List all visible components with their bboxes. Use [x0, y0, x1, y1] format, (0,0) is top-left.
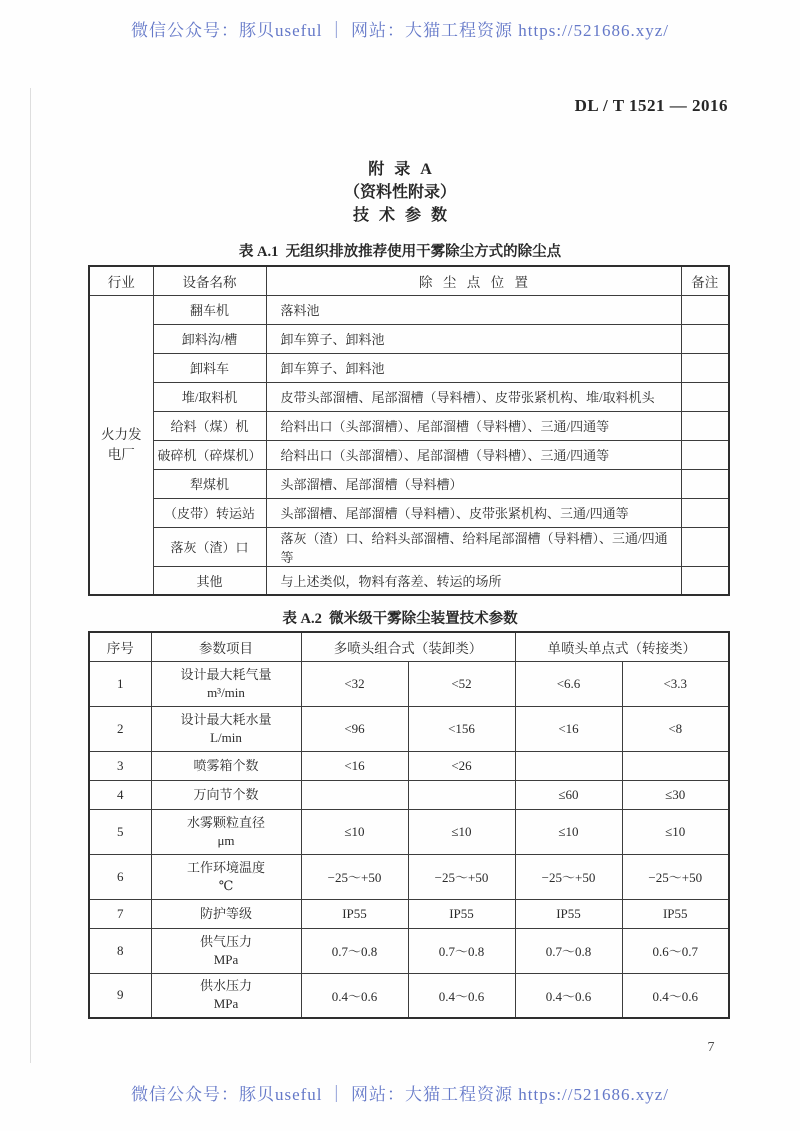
- table-a2: [88, 631, 730, 1019]
- param-cell: [151, 854, 301, 899]
- param-unit: ℃: [218, 877, 234, 893]
- remark-cell: [681, 469, 729, 498]
- param-cell: [151, 780, 301, 809]
- param-cell: [151, 706, 301, 751]
- table-row: [89, 928, 729, 973]
- param-cell: [151, 973, 301, 1018]
- value-cell: IP55: [622, 899, 729, 928]
- param-name: 水雾颗粒直径: [186, 814, 265, 830]
- remark-cell: [681, 324, 729, 353]
- row-number-cell: 4: [89, 780, 151, 809]
- value-cell: −25～+50: [515, 854, 622, 899]
- table-row: [89, 899, 729, 928]
- param-name: 供水压力: [199, 978, 252, 994]
- table-a2-caption: 表 A.2 微米级干雾除尘装置技术参数: [282, 611, 518, 627]
- table-a1: [88, 265, 730, 596]
- location-cell: 落料池: [266, 295, 681, 324]
- value-cell: 0.4～0.6: [408, 973, 515, 1018]
- row-number-cell: 8: [89, 928, 151, 973]
- location-cell: 头部溜槽、尾部溜槽（导料槽）: [266, 469, 681, 498]
- param-name: 供气压力: [199, 933, 252, 949]
- table-row: [89, 295, 729, 324]
- col-header-no: 序号: [89, 632, 151, 661]
- industry-cell: 火力发电厂: [89, 295, 153, 595]
- param-unit: MPa: [213, 996, 239, 1012]
- param-cell: [151, 899, 301, 928]
- value-cell: IP55: [301, 899, 408, 928]
- location-cell: 皮带头部溜槽、尾部溜槽（导料槽）、皮带张紧机构、堆/取料机头: [266, 382, 681, 411]
- remark-cell: [681, 566, 729, 595]
- header-watermark: 微信公众号：豚贝useful ｜ 网站：大猫工程资源 https://521686.xyz/: [130, 21, 670, 40]
- remark-cell: [681, 411, 729, 440]
- location-cell: 落灰（渣）口、给料头部溜槽、给料尾部溜槽（导料槽）、三通/四通等: [266, 527, 681, 566]
- table-row: [89, 566, 729, 595]
- value-cell: −25～+50: [622, 854, 729, 899]
- remark-cell: [681, 353, 729, 382]
- location-cell: 头部溜槽、尾部溜槽（导料槽）、皮带张紧机构、三通/四通等: [266, 498, 681, 527]
- row-number-cell: 1: [89, 661, 151, 706]
- value-cell: ≤10: [301, 809, 408, 854]
- value-cell: [515, 751, 622, 780]
- param-unit: L/min: [210, 729, 242, 745]
- device-cell: 破碎机（碎煤机）: [153, 440, 266, 469]
- device-cell: 堆/取料机: [153, 382, 266, 411]
- param-name: 喷雾箱个数: [193, 757, 259, 773]
- device-cell: 给料（煤）机: [153, 411, 266, 440]
- table-row: [89, 498, 729, 527]
- row-number-cell: 5: [89, 809, 151, 854]
- appendix-title-block: [0, 158, 800, 227]
- col-header-remark: 备注: [681, 266, 729, 295]
- value-cell: 0.6～0.7: [622, 928, 729, 973]
- value-cell: 0.4～0.6: [301, 973, 408, 1018]
- table-row: [89, 973, 729, 1018]
- table-a2-header-row: [89, 632, 729, 661]
- value-cell: <6.6: [515, 661, 622, 706]
- col-header-location: 除 尘 点 位 置: [266, 266, 681, 295]
- param-name: 设计最大耗气量: [180, 666, 272, 682]
- param-cell: [151, 751, 301, 780]
- value-cell: <96: [301, 706, 408, 751]
- value-cell: <16: [301, 751, 408, 780]
- appendix-section-title: 技 术 参 数: [352, 207, 447, 224]
- value-cell: [301, 780, 408, 809]
- table-row: [89, 382, 729, 411]
- location-cell: 给料出口（头部溜槽）、尾部溜槽（导料槽）、三通/四通等: [266, 440, 681, 469]
- row-number-cell: 6: [89, 854, 151, 899]
- device-cell: 其他: [153, 566, 266, 595]
- value-cell: −25～+50: [408, 854, 515, 899]
- value-cell: <52: [408, 661, 515, 706]
- param-unit: MPa: [213, 951, 239, 967]
- standard-number: DL / T 1521 — 2016: [574, 96, 728, 115]
- table-row: [89, 469, 729, 498]
- value-cell: ≤10: [408, 809, 515, 854]
- value-cell: 0.7～0.8: [515, 928, 622, 973]
- table-row: [89, 780, 729, 809]
- value-cell: ≤60: [515, 780, 622, 809]
- table-row: [89, 661, 729, 706]
- table-row: [89, 353, 729, 382]
- param-cell: [151, 928, 301, 973]
- device-cell: 卸料车: [153, 353, 266, 382]
- value-cell: 0.7～0.8: [408, 928, 515, 973]
- value-cell: IP55: [408, 899, 515, 928]
- col-header-multi-nozzle: 多喷头组合式（装卸类）: [301, 632, 515, 661]
- value-cell: 0.4～0.6: [515, 973, 622, 1018]
- device-cell: 卸料沟/槽: [153, 324, 266, 353]
- location-cell: 卸车箅子、卸料池: [266, 324, 681, 353]
- location-cell: 给料出口（头部溜槽）、尾部溜槽（导料槽）、三通/四通等: [266, 411, 681, 440]
- location-cell: 卸车箅子、卸料池: [266, 353, 681, 382]
- table-row: [89, 411, 729, 440]
- row-number-cell: 3: [89, 751, 151, 780]
- table-a1-caption: 表 A.1 无组织排放推荐使用干雾除尘方式的除尘点: [238, 244, 562, 260]
- value-cell: <156: [408, 706, 515, 751]
- value-cell: [622, 751, 729, 780]
- col-header-device: 设备名称: [153, 266, 266, 295]
- value-cell: ≤10: [515, 809, 622, 854]
- table-row: [89, 324, 729, 353]
- param-name: 万向节个数: [193, 786, 259, 802]
- appendix-subtitle: （资料性附录）: [343, 184, 456, 201]
- col-header-param: 参数项目: [151, 632, 301, 661]
- table-row: [89, 809, 729, 854]
- remark-cell: [681, 527, 729, 566]
- device-cell: （皮带）转运站: [153, 498, 266, 527]
- remark-cell: [681, 382, 729, 411]
- param-cell: [151, 661, 301, 706]
- value-cell: <3.3: [622, 661, 729, 706]
- device-cell: 犁煤机: [153, 469, 266, 498]
- col-header-industry: 行业: [89, 266, 153, 295]
- scan-edge-line: [30, 88, 31, 1063]
- table-row: [89, 854, 729, 899]
- row-number-cell: 2: [89, 706, 151, 751]
- row-number-cell: 9: [89, 973, 151, 1018]
- param-unit: μm: [217, 832, 235, 848]
- location-cell: 与上述类似，物料有落差、转运的场所: [266, 566, 681, 595]
- table-row: [89, 706, 729, 751]
- table-a1-header-row: [89, 266, 729, 295]
- row-number-cell: 7: [89, 899, 151, 928]
- page-number: 7: [707, 1040, 715, 1055]
- value-cell: ≤10: [622, 809, 729, 854]
- param-unit: m³/min: [207, 684, 245, 700]
- value-cell: <26: [408, 751, 515, 780]
- col-header-single-nozzle: 单喷头单点式（转接类）: [515, 632, 729, 661]
- remark-cell: [681, 295, 729, 324]
- param-name: 工作环境温度: [186, 859, 265, 875]
- device-cell: 翻车机: [153, 295, 266, 324]
- param-name: 防护等级: [199, 905, 252, 921]
- param-name: 设计最大耗水量: [180, 711, 272, 727]
- value-cell: ≤30: [622, 780, 729, 809]
- table-row: [89, 751, 729, 780]
- value-cell: −25～+50: [301, 854, 408, 899]
- appendix-title: 附 录 A: [368, 161, 432, 178]
- value-cell: <8: [622, 706, 729, 751]
- footer-watermark: 微信公众号：豚贝useful ｜ 网站：大猫工程资源 https://521686.xyz/: [130, 1085, 670, 1104]
- table-row: [89, 440, 729, 469]
- value-cell: 0.7～0.8: [301, 928, 408, 973]
- remark-cell: [681, 440, 729, 469]
- table-row: [89, 527, 729, 566]
- value-cell: <16: [515, 706, 622, 751]
- value-cell: <32: [301, 661, 408, 706]
- param-cell: [151, 809, 301, 854]
- device-cell: 落灰（渣）口: [153, 527, 266, 566]
- remark-cell: [681, 498, 729, 527]
- value-cell: 0.4～0.6: [622, 973, 729, 1018]
- value-cell: [408, 780, 515, 809]
- value-cell: IP55: [515, 899, 622, 928]
